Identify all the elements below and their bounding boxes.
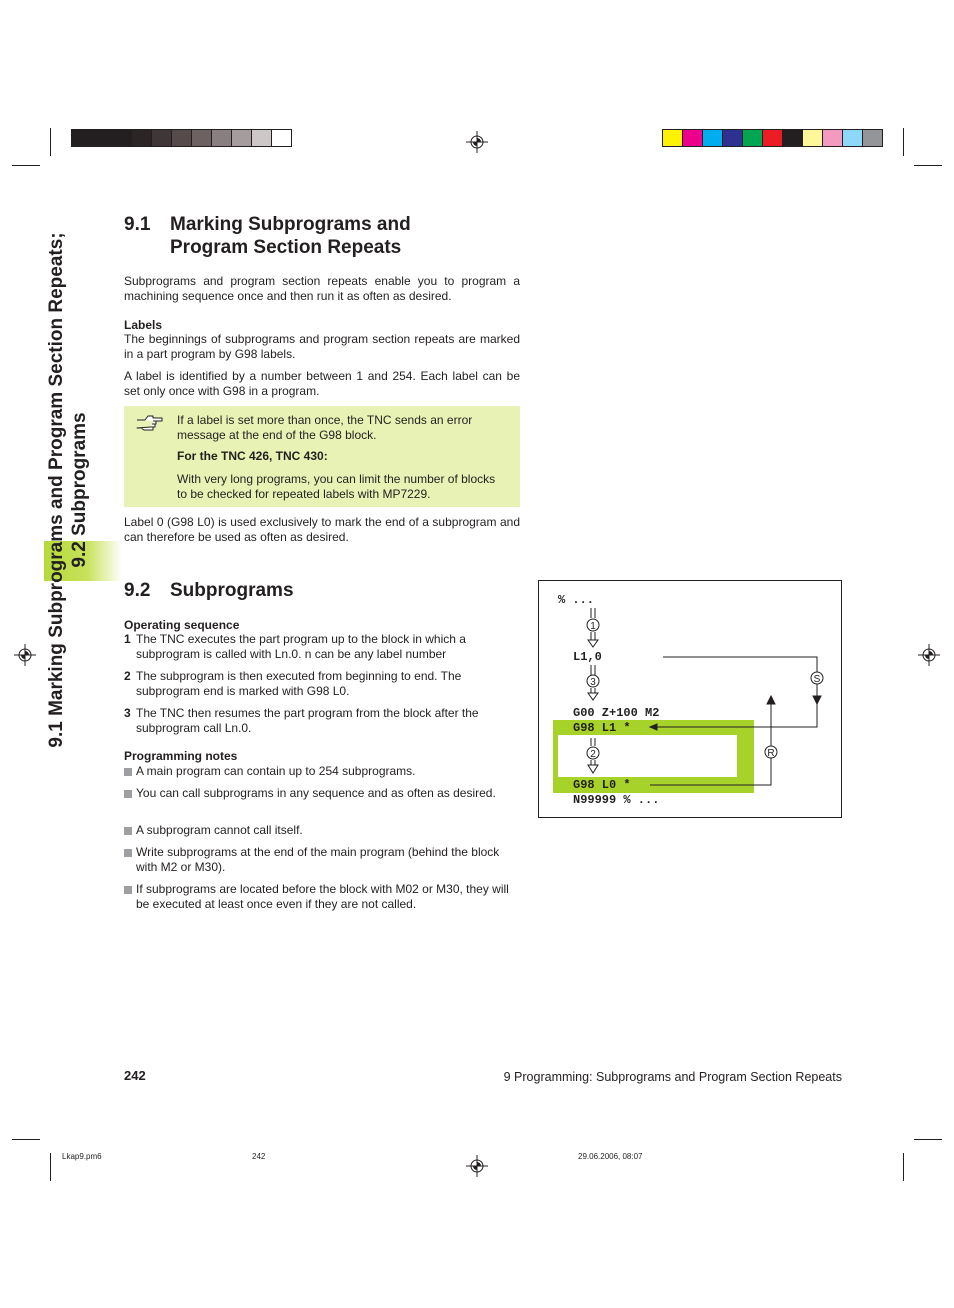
list-item bbox=[124, 786, 520, 816]
code-line: G98 L0 * bbox=[573, 778, 631, 792]
label-0-paragraph: Label 0 (G98 L0) is used exclusively to mark the end of a subprogram and can therefore be used as often as desired. bbox=[124, 515, 520, 544]
step-number: 2 bbox=[124, 669, 131, 683]
note-text-1: If a label is set more than once, the TNC sends an error message at the end of the G98 block. bbox=[177, 413, 473, 442]
bullet-square-icon bbox=[124, 849, 132, 857]
crop-mark bbox=[50, 1153, 51, 1181]
color-swatch bbox=[742, 129, 763, 147]
code-line: % ... bbox=[558, 593, 595, 607]
step-number: 1 bbox=[124, 632, 131, 646]
color-swatch bbox=[231, 129, 252, 147]
bullet-square-icon bbox=[124, 827, 132, 835]
list-item bbox=[124, 632, 520, 662]
bullet-square-icon bbox=[124, 886, 132, 894]
list-item bbox=[124, 706, 520, 736]
step-text: The subprogram is then executed from beginning to end. The subprogram end is marked with G98 L0. bbox=[136, 669, 462, 698]
intro-paragraph: Subprograms and program section repeats enable you to program a machining sequence once and then run it as often as desired. bbox=[124, 274, 520, 303]
labels-paragraph-1: The beginnings of subprograms and program section repeats are marked in a part program by G98 labels. bbox=[124, 332, 520, 361]
code-line: G00 Z+100 M2 bbox=[573, 706, 660, 720]
note-item-text: A subprogram cannot call itself. bbox=[136, 823, 303, 837]
running-footer: 9 Programming: Subprograms and Program Section Repeats bbox=[503, 1070, 842, 1084]
color-swatch bbox=[271, 129, 292, 147]
list-item bbox=[124, 764, 520, 780]
note-text-2: With very long programs, you can limit the number of blocks to be checked for repeated labels with MP7229. bbox=[177, 472, 496, 501]
step-text: The TNC executes the part program up to the block in which a subprogram is called with Ln.0. n can be any label number bbox=[136, 632, 466, 661]
section-number: 9.1 bbox=[124, 214, 151, 235]
crop-mark bbox=[12, 165, 40, 166]
marker-s-label: S bbox=[813, 674, 821, 685]
slug-page: 242 bbox=[252, 1152, 266, 1161]
color-swatch bbox=[171, 129, 192, 147]
marker-r-label: R bbox=[767, 748, 775, 759]
pointing-hand-icon bbox=[136, 413, 164, 433]
registration-mark-icon bbox=[918, 644, 940, 666]
color-swatch bbox=[702, 129, 723, 147]
bullet-square-icon bbox=[124, 768, 132, 776]
section-title-line2: Program Section Repeats bbox=[170, 237, 402, 258]
bullet-square-icon bbox=[124, 790, 132, 798]
code-line: L1,0 bbox=[573, 650, 602, 664]
section-title: Subprograms bbox=[170, 580, 294, 601]
color-swatch bbox=[662, 129, 683, 147]
list-item bbox=[124, 669, 520, 699]
page-number: 242 bbox=[124, 1068, 146, 1083]
crop-mark bbox=[50, 128, 51, 156]
color-swatch bbox=[682, 129, 703, 147]
crop-mark bbox=[914, 1139, 942, 1140]
color-swatch bbox=[722, 129, 743, 147]
section-number: 9.2 bbox=[124, 580, 151, 601]
note-item-text: You can call subprograms in any sequence and as often as desired. bbox=[136, 786, 496, 800]
marker-1-label: 1 bbox=[590, 621, 596, 632]
note-item-text: A main program can contain up to 254 subprograms. bbox=[136, 764, 416, 778]
operating-sequence-heading: Operating sequence bbox=[124, 618, 240, 632]
color-swatch bbox=[842, 129, 863, 147]
list-item bbox=[124, 882, 520, 912]
crop-mark bbox=[12, 1139, 40, 1140]
crop-mark bbox=[914, 165, 942, 166]
marker-2-label: 2 bbox=[590, 749, 596, 760]
slug-file: Lkap9.pm6 bbox=[62, 1152, 102, 1161]
color-swatch bbox=[822, 129, 843, 147]
registration-mark-icon bbox=[14, 644, 36, 666]
registration-mark-icon bbox=[466, 1155, 488, 1177]
color-swatch bbox=[782, 129, 803, 147]
color-swatch bbox=[802, 129, 823, 147]
side-title-line1: 9.1 Marking Subprograms and Program Section Repeats; bbox=[46, 232, 67, 748]
code-line: N99999 % ... bbox=[573, 793, 660, 807]
slug-date: 29.06.2006, 08:07 bbox=[578, 1152, 643, 1161]
note-heading: For the TNC 426, TNC 430: bbox=[177, 449, 328, 463]
labels-heading: Labels bbox=[124, 318, 163, 332]
color-swatch bbox=[151, 129, 172, 147]
programming-notes-heading: Programming notes bbox=[124, 749, 238, 763]
color-swatch bbox=[862, 129, 883, 147]
section-9-2-heading bbox=[124, 579, 294, 602]
section-9-1-heading bbox=[124, 213, 411, 259]
color-swatch bbox=[91, 129, 112, 147]
marker-3-label: 3 bbox=[590, 677, 596, 688]
step-text: The TNC then resumes the part program from the block after the subprogram call Ln.0. bbox=[136, 706, 479, 735]
color-swatch bbox=[762, 129, 783, 147]
list-item bbox=[124, 823, 520, 839]
note-item-text: If subprograms are located before the block with M02 or M30, they will be executed at least once even if they are not called. bbox=[136, 882, 509, 911]
crop-mark bbox=[903, 128, 904, 156]
color-swatch bbox=[111, 129, 132, 147]
section-title-line1: Marking Subprograms and bbox=[170, 214, 411, 235]
note-item-text: Write subprograms at the end of the main program (behind the block with M2 or M30). bbox=[136, 845, 500, 874]
side-title-line2: 9.2 Subprograms bbox=[69, 412, 90, 568]
labels-paragraph-2: A label is identified by a number between 1 and 254. Each label can be set only once with G98 in a program. bbox=[124, 369, 520, 398]
step-number: 3 bbox=[124, 706, 131, 720]
color-swatch bbox=[191, 129, 212, 147]
color-swatch bbox=[71, 129, 92, 147]
color-swatch bbox=[131, 129, 152, 147]
list-item bbox=[124, 845, 520, 875]
registration-mark-icon bbox=[466, 131, 488, 153]
color-swatch bbox=[251, 129, 272, 147]
color-swatch bbox=[211, 129, 232, 147]
crop-mark bbox=[903, 1153, 904, 1181]
code-line: G98 L1 * bbox=[573, 721, 631, 735]
